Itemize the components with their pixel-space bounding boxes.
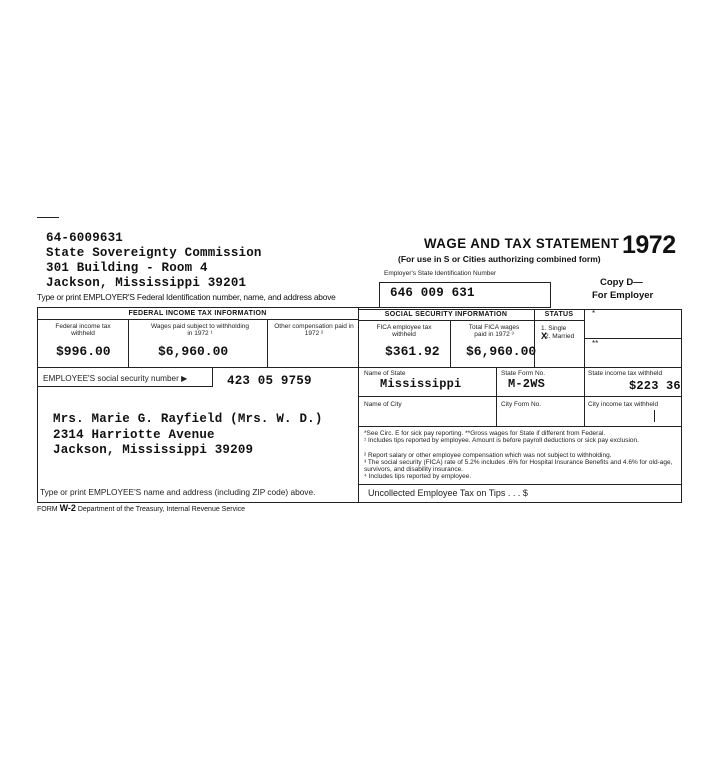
form-title: WAGE AND TAX STATEMENT [424,235,620,251]
other-compensation-label: Other compensation paid in 1972 ² [274,323,354,337]
employer-id: 64-6009631 [46,231,124,245]
grid-line [358,426,681,427]
grid-line [358,320,584,321]
grid-line [654,410,655,422]
grid-line [128,319,129,367]
status-single: 1. Single [541,325,567,332]
status-header: STATUS [544,311,574,318]
federal-wages-label: Wages paid subject to withholding in 1972 ¹ [150,323,250,337]
grid-line [584,309,585,369]
state-id-label: Employer's State Identification Number [384,270,497,277]
employer-address-line2: Jackson, Mississippi 39201 [46,276,247,290]
ss-header: SOCIAL SECURITY INFORMATION [384,311,508,318]
status-married-mark: X [541,331,548,341]
uncollected-tax-label: Uncollected Employee Tax on Tips . . . $ [368,488,528,498]
state-form-value: M-2WS [508,377,546,391]
fica-value: $361.92 [385,344,440,359]
grid-line [358,307,359,502]
note-4: ⁴ Includes tips reported by employee. [364,473,472,480]
status-star2: ** [592,339,599,348]
fica-wages-label: Total FICA wages paid in 1972 ³ [468,324,520,338]
state-id-value: 646 009 631 [390,286,475,300]
note-0: *See Circ. E for sick pay reporting. **Gross wages for State if different from Federal. [364,430,606,437]
grid-line [37,307,381,308]
employee-ssn-label: EMPLOYEE'S social security number ▶ [43,374,188,383]
department-text: Department of the Treasury, Internal Revenue Service [77,506,246,513]
form-word: FORM [37,506,58,513]
fica-label: FICA employee tax withheld [376,324,432,338]
form-footer [37,503,245,513]
note-3: ³ The social security (FICA) rate of 5.2% includes .6% for Hospital Insurance Benefits and 4.6% for old-age, survivors, and disability insurance. [364,459,673,473]
copy-label-line2: For Employer [592,290,654,301]
status-star1: * [592,309,596,318]
employee-caption: Type or print EMPLOYEE'S name and address (including ZIP code) above. [40,487,316,497]
grid-line [37,307,38,503]
state-form-label: State Form No. [501,370,546,377]
city-form-label: City Form No. [501,401,542,408]
grid-line [37,319,358,320]
employee-name: Mrs. Marie G. Rayfield (Mrs. W. D.) [53,412,323,426]
city-name-label: Name of City [364,401,402,408]
federal-withheld-label: Federal income tax withheld [55,323,111,337]
grid-line [450,320,451,367]
employer-name: State Sovereignty Commission [46,246,262,260]
employee-ssn-value: 423 05 9759 [227,374,312,388]
status-married: 2. Married [545,333,575,340]
state-name-value: Mississippi [380,377,462,391]
form-subtitle: (For use in S or Cities authorizing combined form) [398,254,601,264]
state-tax-value: $223 36 [629,379,681,393]
employee-address-line1: 2314 Harriotte Avenue [53,428,215,442]
employer-address-line1: 301 Building - Room 4 [46,261,208,275]
city-tax-label: City income tax withheld [588,401,659,408]
federal-header: FEDERAL INCOME TAX INFORMATION [128,310,267,317]
grid-line [358,396,681,397]
grid-line [358,484,681,485]
federal-wages-value: $6,960.00 [158,344,229,359]
corner-mark [37,217,59,218]
note-2: ² Report salary or other employee compensation which was not subject to withholding. [364,452,612,459]
note-1: ¹ Includes tips reported by employee. Amount is before payroll deductions or sick pay exclusion. [364,437,639,444]
employer-caption: Type or print EMPLOYER'S Federal Identification number, name, and address above [37,292,336,302]
grid-line [358,309,681,310]
state-name-label: Name of State [364,370,406,377]
copy-label-line1: Copy D— [600,277,643,288]
form-number: W-2 [59,503,76,513]
grid-line [681,309,682,502]
state-tax-label: State income tax withheld [588,370,663,377]
grid-line [267,319,268,367]
form-year: 1972 [622,231,676,259]
federal-withheld-value: $996.00 [56,344,111,359]
fica-wages-value: $6,960.00 [466,344,537,359]
employee-address-line2: Jackson, Mississippi 39209 [53,443,254,457]
grid-line [584,338,681,339]
